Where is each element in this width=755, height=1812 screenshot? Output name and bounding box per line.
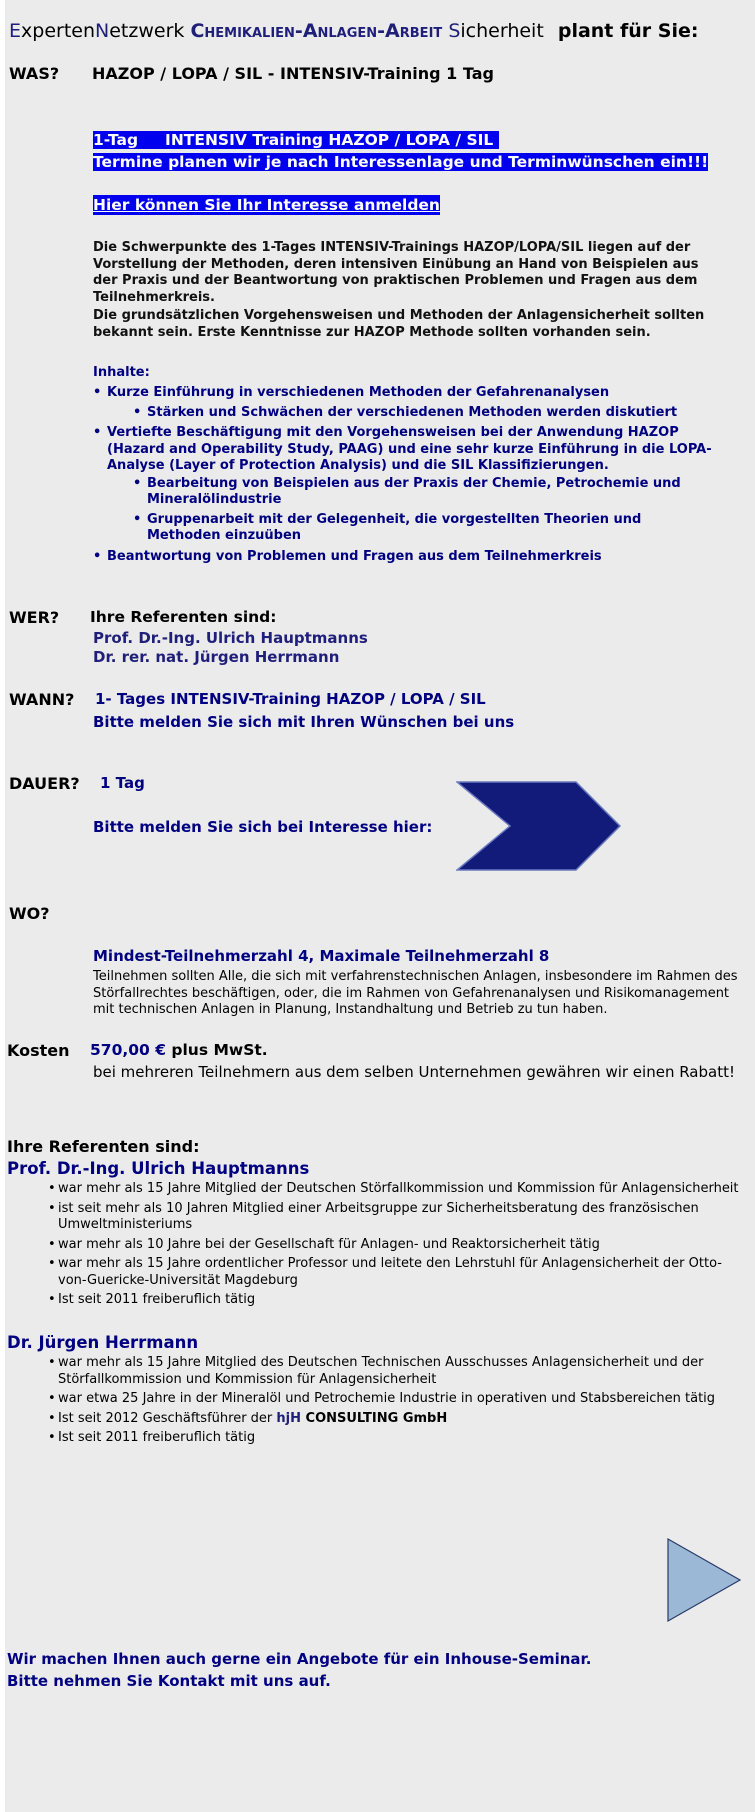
footer-line-1: Wir machen Ihnen auch gerne ein Angebote für ein Inhouse-Seminar. (7, 1650, 592, 1668)
list-item (93, 549, 733, 566)
referent-1-item-5: Ist seit 2011 freiberuflich tätig (58, 1292, 256, 1307)
wo-label: WO? (9, 904, 50, 923)
wer-referent-1: Prof. Dr.-Ing. Ulrich Hauptmanns (93, 629, 368, 647)
referent-1-item-1: war mehr als 15 Jahre Mitglied der Deutschen Störfallkommission und Kommission für Anlagensicherheit (58, 1181, 739, 1196)
referent-2-item-4: Ist seit 2011 freiberuflich tätig (58, 1430, 256, 1445)
bullet-icon: • (93, 548, 102, 564)
consulting-gmbh: CONSULTING GmbH (301, 1410, 448, 1426)
kosten-price-line (90, 1041, 268, 1059)
bullet-icon: • (133, 404, 142, 420)
kosten-plus-mwst: plus MwSt. (166, 1041, 268, 1059)
bullet-icon: • (48, 1236, 56, 1252)
wer-referent-2: Dr. rer. nat. Jürgen Herrmann (93, 648, 340, 666)
bullet-icon: • (48, 1292, 56, 1307)
title-e: E (9, 20, 22, 42)
bullet-icon: • (93, 385, 102, 400)
list-item (93, 385, 733, 402)
dauer-value: 1 Tag (100, 774, 145, 792)
triangle-next-icon[interactable] (666, 1537, 742, 1623)
bullet-icon: • (48, 1181, 56, 1196)
dauer-label: DAUER? (9, 774, 80, 793)
wann-line-1: 1- Tages INTENSIV-Training HAZOP / LOPA / SIL (95, 690, 486, 708)
bullet-icon: • (133, 475, 142, 491)
bullet-icon: • (133, 511, 142, 527)
hjh-brand: hjH (276, 1410, 301, 1426)
inhalte-item-3: Beantwortung von Problemen und Fragen aus dem Teilnehmerkreis (107, 548, 602, 564)
referent-2-list (48, 1355, 743, 1447)
referent-2-item-3-pre: Ist seit 2012 Geschäftsführer der (58, 1410, 277, 1426)
inhalte-item-2b: Gruppenarbeit mit der Gelegenheit, die vorgestellten Theorien und Methoden einzuüben (147, 511, 642, 543)
list-item (93, 405, 733, 422)
wann-label: WANN? (9, 690, 75, 709)
title-caps: Chemikalien-Anlagen-Arbeit (190, 20, 443, 42)
list-item (93, 512, 707, 545)
teilnehmer-zahl: Mindest-Teilnehmerzahl 4, Maximale Teilnehmerzahl 8 (93, 947, 550, 965)
bullet-icon: • (48, 1256, 56, 1271)
title-etzwerk: etzwerk (109, 20, 191, 42)
footer-text (7, 1648, 592, 1692)
was-heading: HAZOP / LOPA / SIL - INTENSIV-Training 1 Tag (92, 64, 494, 83)
referent-1-list (48, 1181, 743, 1309)
referent-1-name: Prof. Dr.-Ing. Ulrich Hauptmanns (7, 1159, 310, 1178)
title-plant: plant für Sie: (557, 20, 699, 42)
footer-line-2: Bitte nehmen Sie Kontakt mit uns auf. (7, 1672, 331, 1690)
kosten-label: Kosten (7, 1041, 70, 1060)
referent-1-item-2: ist seit mehr als 10 Jahren Mitglied einer Arbeitsgruppe zur Sicherheitsberatung des französischen Umweltministeriums (58, 1200, 699, 1232)
highlight-box (93, 129, 708, 173)
referent-2-name: Dr. Jürgen Herrmann (7, 1333, 199, 1352)
register-interest-link[interactable]: Hier können Sie Ihr Interesse anmelden (93, 196, 440, 214)
title-n: N (95, 20, 110, 42)
bullet-icon: • (48, 1200, 56, 1216)
inhalte-item-2a: Bearbeitung von Beispielen aus der Praxis der Chemie, Petrochemie und Mineralölindustrie (147, 475, 681, 507)
kosten-rabatt: bei mehreren Teilnehmern aus dem selben Unternehmen gewähren wir einen Rabatt! (93, 1063, 735, 1081)
list-item (48, 1256, 743, 1289)
inhalte-list (93, 385, 733, 565)
referent-2-item-2: war etwa 25 Jahre in der Mineralöl und Petrochemie Industrie in operativen und Stabsbereichen tätig (58, 1391, 716, 1406)
prerequisite-paragraph: Die grundsätzlichen Vorgehensweisen und Methoden der Anlagensicherheit sollten bekannt sein. Erste Kenntnisse zur HAZOP Methode sollten vorhanden sein. (93, 308, 705, 340)
list-item (48, 1181, 743, 1198)
wer-label: WER? (9, 608, 60, 627)
title-s: S (442, 20, 461, 42)
list-item (48, 1355, 743, 1388)
zielgruppe-text: Teilnehmen sollten Alle, die sich mit verfahrenstechnischen Anlagen, insbesondere im Rahmen des Störfallrechtes beschäftigen, oder, die im Rahmen von Gefahrenanalysen und Risikomanagement mit technischen Anlagen in Planung, Instandhaltung und Betrieb zu tun haben. (93, 969, 738, 1017)
inhalte-item-2: Vertiefte Beschäftigung mit den Vorgehensweisen bei der Anwendung HAZOP (Hazard and Operability Study, PAAG) und eine sehr kurze Einführung in die LOPA-Analyse (Layer of Protection Analysis) und die SIL Klassifizierungen. (107, 425, 712, 473)
list-item (48, 1391, 743, 1408)
list-item (93, 476, 707, 509)
list-item (93, 425, 733, 475)
list-item (48, 1201, 743, 1234)
was-label: WAS? (9, 64, 60, 83)
referenten-heading: Ihre Referenten sind: (7, 1137, 200, 1156)
inhalte-item-1: Kurze Einführung in verschiedenen Methoden der Gefahrenanalysen (107, 385, 610, 400)
bullet-icon: • (48, 1391, 56, 1406)
list-item (48, 1292, 743, 1309)
intro-paragraph: Die Schwerpunkte des 1-Tages INTENSIV-Trainings HAZOP/LOPA/SIL liegen auf der Vorstellung der Methoden, deren intensiven Einübung an Hand von Beispielen aus der Praxis und der Beantwortung von praktischen Problemen und Fragen aus dem Teilnehmerkreis. (93, 240, 699, 305)
bullet-icon: • (48, 1355, 56, 1370)
wer-heading: Ihre Referenten sind: (90, 608, 277, 626)
referent-2-item-1: war mehr als 15 Jahre Mitglied des Deutschen Technischen Ausschusses Anlagensicherheit und der Störfallkommission und Kommission für Anlagensicherheit (58, 1355, 704, 1387)
referent-1-item-3: war mehr als 10 Jahre bei der Gesellschaft für Anlagen- und Reaktorsicherheit tätig (58, 1236, 600, 1252)
title-xperten: xperten (21, 20, 96, 42)
highlight-line-2: Termine planen wir je nach Interessenlage und Terminwünschen ein!!! (93, 153, 709, 171)
bullet-icon: • (48, 1410, 56, 1426)
dauer-cta: Bitte melden Sie sich bei Interesse hier: (93, 818, 433, 836)
kosten-price: 570,00 € (90, 1041, 166, 1059)
wer-referents (93, 629, 368, 667)
list-item (48, 1430, 743, 1447)
referent-1-item-4: war mehr als 15 Jahre ordentlicher Professor und leitete den Lehrstuhl für Anlagensicherheit der Otto-von-Guericke-Universität Magdeburg (58, 1256, 722, 1288)
inhalte-item-1a: Stärken und Schwächen der verschiedenen Methoden werden diskutiert (147, 404, 678, 420)
chevron-arrow-icon[interactable] (456, 781, 622, 871)
list-item (48, 1237, 743, 1254)
page-title (9, 20, 698, 42)
highlight-line-1: 1-Tag INTENSIV Training HAZOP / LOPA / SIL (93, 131, 499, 149)
list-item (48, 1411, 743, 1428)
wann-line-2: Bitte melden Sie sich mit Ihren Wünschen bei uns (93, 713, 515, 731)
bullet-icon: • (48, 1430, 56, 1445)
bullet-icon: • (93, 425, 102, 440)
inhalte-label: Inhalte: (93, 365, 150, 380)
title-icherheit: icherheit (460, 20, 544, 42)
